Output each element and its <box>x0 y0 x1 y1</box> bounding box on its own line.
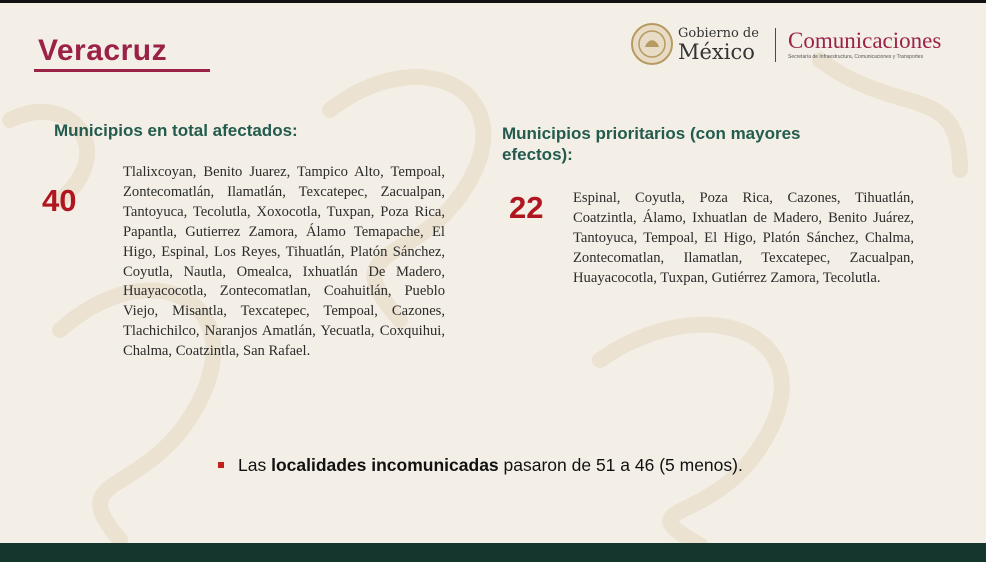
logo-divider <box>775 28 776 62</box>
bullet-item <box>218 455 743 476</box>
bullet-text-prefix: Las <box>238 455 272 475</box>
page-title: Veracruz <box>38 34 168 67</box>
bullet-text-bold: localidades incomunicadas <box>271 455 499 475</box>
affected-count: 40 <box>42 183 77 218</box>
affected-municipalities-list: Tlalixcoyan, Benito Juarez, Tampico Alto, Tempoal, Zontecomatlán, Ilamatlán, Texcatepec, Zacualpan, Tantoyuca, Tecolutla, Xoxocotla, Tuxpan, Poza Rica, Papantla, Gutierrez Zamora, Álamo Temapache, El Higo, Espinal, Los Reyes, Tihuatlán, Platón Sánchez, Coyutla, Nautla, Omealca, Ixhuatlán De Madero, Huayacocotla, Zontecomatlan, Coahuitlán, Pueblo Viejo, Misantla, Texcatepec, Tempoal, Cazones, Tlachichilco, Naranjos Amatlán, Yecuatla, Coxquihui, Chalma, Coatzintla, San Rafael. <box>123 164 445 360</box>
bullet-text-suffix: pasaron de 51 a 46 (5 menos). <box>498 455 743 475</box>
footer-band <box>0 543 986 562</box>
priority-municipalities-list: Espinal, Coyutla, Poza Rica, Cazones, Tihuatlán, Coatzintla, Álamo, Ixhuatlan de Madero, Benito Juárez, Tantoyuca, Tempoal, El Higo, Platón Sánchez, Chalma, Zontecomatlan, Ilamatlan, Texcatepec, Zacualpan, Huayacocotla, Tuxpan, Gutiérrez Zamora, Tecolutla. <box>573 190 914 286</box>
gov-label-small: Gobierno de <box>678 26 759 41</box>
department-subtitle: Secretaría de Infraestructura, Comunicaciones y Transportes <box>788 54 924 60</box>
government-logo <box>630 22 980 68</box>
bullet-marker-icon <box>218 462 224 468</box>
title-underline <box>34 69 210 72</box>
national-seal-icon <box>630 22 674 66</box>
priority-count: 22 <box>509 190 544 225</box>
department-name: Comunicaciones <box>788 28 942 53</box>
affected-heading: Municipios en total afectados: <box>54 121 298 140</box>
priority-heading: Municipios prioritarios (con mayores efectos): <box>502 124 801 164</box>
gov-label-big: México <box>678 40 755 64</box>
